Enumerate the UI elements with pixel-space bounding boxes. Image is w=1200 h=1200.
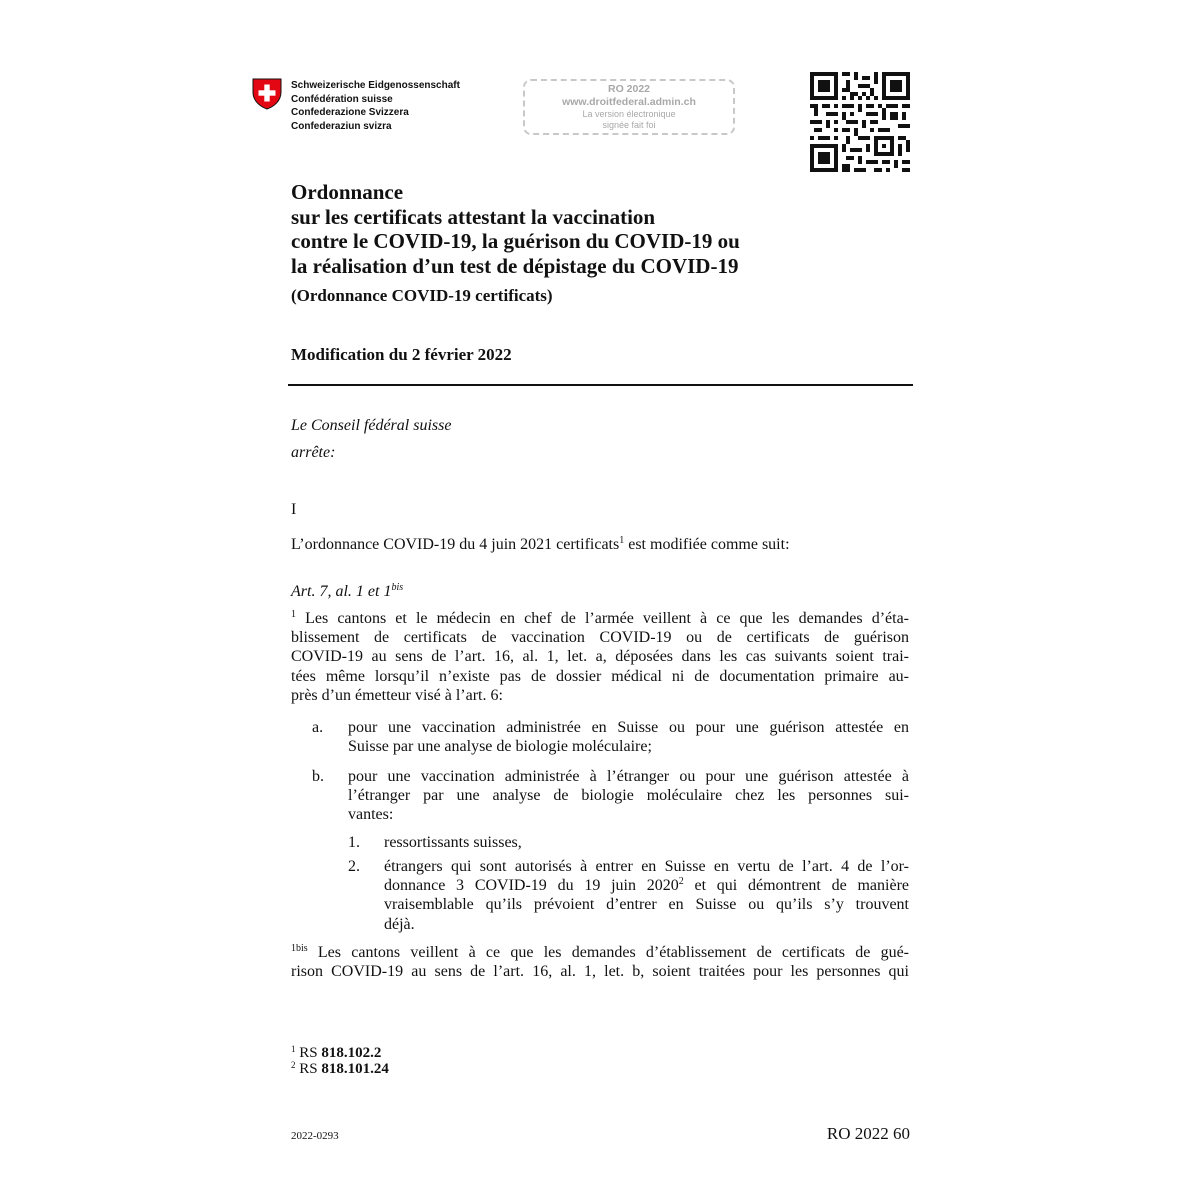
- title-line-1: Ordonnance: [291, 180, 404, 204]
- article-heading-text: Art. 7, al. 1 et 1: [291, 583, 392, 600]
- item-a-line: Suisse par une analyse de biologie moléculaire;: [348, 738, 652, 756]
- subitem-1-line: ressortissants suisses,: [384, 834, 522, 851]
- subitem-2-line: étrangers qui sont autorisés à entrer en Suisse en vertu de l’art. 4 de l’or-: [384, 858, 909, 875]
- document-title: [291, 180, 740, 278]
- article-heading: [291, 582, 403, 601]
- title-divider: [288, 384, 913, 386]
- subitem-2-text-start: donnance 3 COVID-19 du 19 juin 2020: [384, 877, 679, 895]
- section-number: I: [291, 501, 297, 518]
- paragraph-1-line: COVID-19 au sens de l’art. 16, al. 1, let. a, déposées dans les cas suivants soient trai-: [291, 648, 909, 666]
- paragraph-1-line: blissement de certificats de vaccination COVID-19 ou de certificats de guérison: [291, 629, 909, 647]
- document-reference: 2022-0293: [291, 1130, 339, 1142]
- item-b-line: pour une vaccination administrée à l’étranger ou pour une guérison attestée à: [348, 768, 909, 785]
- official-collection-reference: RO 2022 60: [826, 1124, 910, 1143]
- footnote-prefix: RS: [299, 1045, 322, 1061]
- footnote-number: 1: [291, 1044, 296, 1054]
- footnote-1: [291, 1045, 381, 1061]
- footnote-reference: 818.102.2: [321, 1045, 382, 1061]
- item-b-line: l’étranger par une analyse de biologie moléculaire chez les personnes sui-: [348, 787, 909, 805]
- stamp-line-1: RO 2022: [607, 83, 651, 95]
- paragraph-1bis-line: [291, 943, 909, 962]
- article-heading-sup: bis: [391, 582, 404, 593]
- intro-text-start: L’ordonnance COVID-19 du 4 juin 2021 certificats: [291, 536, 620, 553]
- footnote-ref-1: 1: [619, 535, 625, 546]
- confederation-name-fr: Confédération suisse: [291, 93, 393, 105]
- item-a: [348, 718, 909, 756]
- subitem-2-line: [384, 876, 909, 895]
- footnote-prefix: RS: [299, 1061, 322, 1077]
- subitem-1-label: 1.: [348, 834, 360, 851]
- footnote-2: [291, 1061, 389, 1077]
- footnote-number: 2: [291, 1060, 296, 1070]
- intro-text-end: est modifiée comme suit:: [624, 536, 790, 553]
- paragraph-1bis: [291, 943, 909, 981]
- modification-date: Modification du 2 février 2022: [291, 345, 512, 364]
- item-a-line: pour une vaccination administrée en Suisse ou pour une guérison attestée en: [348, 719, 909, 736]
- stamp-line-2: www.droitfederal.admin.ch: [562, 96, 696, 108]
- paragraph-1-line: près d’un émetteur visé à l’art. 6:: [291, 686, 503, 704]
- subitem-2-line: déjà.: [384, 915, 415, 933]
- paragraph-1: [291, 609, 909, 705]
- paragraph-1-text: Les cantons et le médecin en chef de l’armée veillent à ce que les demandes d’éta-: [296, 610, 909, 627]
- title-line-4: la réalisation d’un test de dépistage du COVID-19: [291, 253, 739, 278]
- electronic-signature-stamp: [523, 79, 735, 135]
- paragraph-1-line: tées même lorsqu’il n’existe pas de dossier médical ni de documentation primaire au-: [291, 667, 909, 685]
- confederation-name-it: Confederazione Svizzera: [291, 107, 409, 118]
- paragraph-number-1: 1: [291, 609, 296, 620]
- item-b-label: b.: [312, 768, 324, 785]
- footnote-ref-2: 2: [678, 876, 684, 888]
- footnote-reference: 818.101.24: [321, 1061, 389, 1077]
- confederation-names: [291, 79, 460, 133]
- swiss-coat-of-arms-icon: [252, 78, 282, 110]
- confederation-name-rm: Confederaziun svizra: [291, 120, 392, 132]
- subitem-2: [384, 857, 909, 934]
- paragraph-1bis-line: rison COVID-19 au sens de l’art. 16, al. 1, let. b, soient traitées pour les personnes qui: [291, 963, 909, 981]
- confederation-name-de: Schweizerische Eidgenossenschaft: [291, 80, 460, 91]
- paragraph-1-line: [291, 609, 909, 628]
- subitem-1: [384, 833, 909, 852]
- subitem-2-line: vraisemblable qu’ils prévoient d’entrer en Suisse ou qu’ils s’y trouvent: [384, 896, 909, 914]
- paragraph-number-1bis: 1bis: [291, 943, 308, 954]
- subitem-2-label: 2.: [348, 858, 360, 875]
- subitem-2-text-end: et qui démontrent de manière: [683, 877, 910, 895]
- intro-sentence: [291, 535, 790, 554]
- item-b-line: vantes:: [348, 806, 394, 824]
- item-b: [348, 767, 909, 825]
- stamp-line-3: La version électronique: [582, 109, 676, 119]
- decrees-line: arrête:: [291, 444, 336, 461]
- item-a-label: a.: [312, 719, 324, 736]
- title-line-2: sur les certificats attestant la vaccination: [291, 204, 656, 229]
- title-line-3: contre le COVID-19, la guérison du COVID-19 ou: [291, 229, 740, 253]
- short-title: (Ordonnance COVID-19 certificats): [291, 286, 553, 305]
- stamp-line-4: signée fait foi: [602, 120, 656, 130]
- qr-code-icon: [810, 72, 910, 172]
- paragraph-1bis-text: Les cantons veillent à ce que les demandes d’établissement de certificats de gué-: [307, 944, 909, 961]
- council-line: Le Conseil fédéral suisse: [291, 417, 452, 434]
